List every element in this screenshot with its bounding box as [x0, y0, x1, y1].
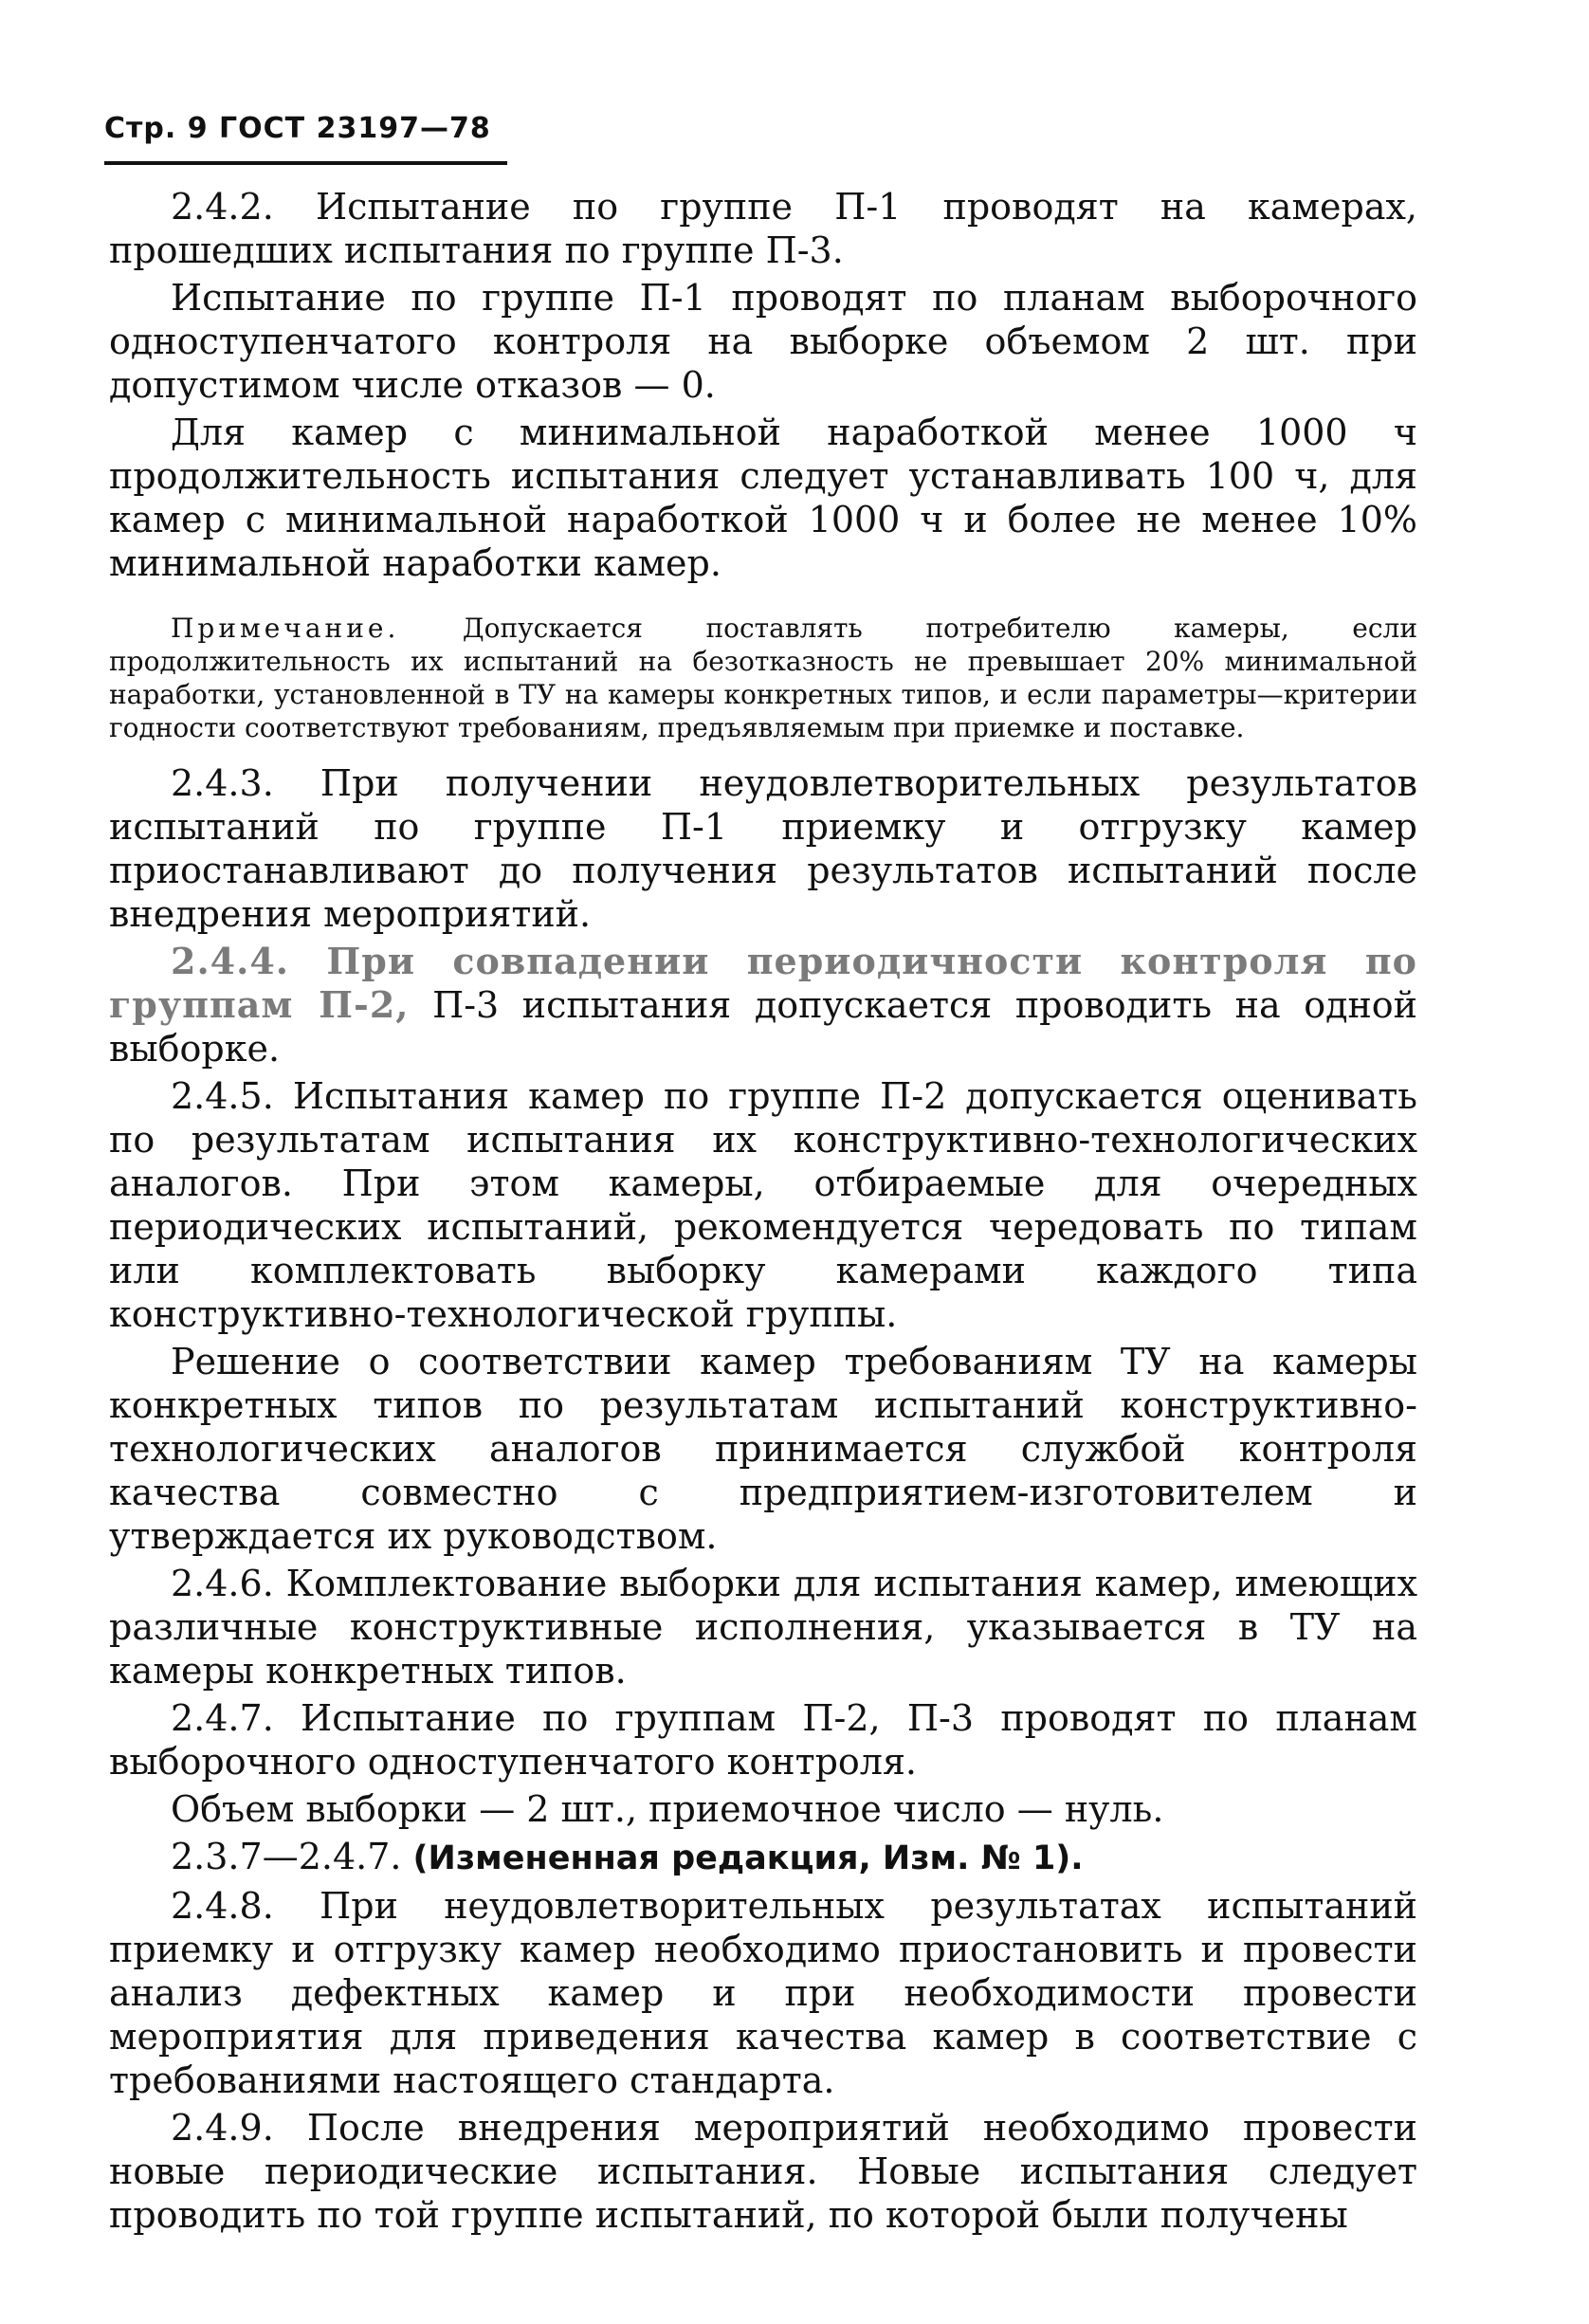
paragraph-2-4-4-end: П-3 испытания допускается проводить на одной выборке.	[109, 984, 1418, 1070]
paragraph-sampling-plan: Испытание по группе П-1 проводят по планам выборочного одноступенчатого контроля на выборке объемом 2 шт. при допустимом числе отказов — 0.	[109, 277, 1417, 406]
amendment-range: 2.3.7—2.4.7.	[171, 1836, 413, 1877]
paragraph-2-4-5: 2.4.5. Испытания камер по группе П-2 допускается оценивать по результатам испытания их конструктивно-технологических аналогов. При этом камеры, отбираемые для очередных периодических испытаний, рекомендуется чередовать по типам или комплектовать выборку камерами каждого типа конструктивно-технологической группы.	[109, 1075, 1417, 1335]
paragraph-2-4-8: 2.4.8. При неудовлетворительных результатах испытаний приемку и отгрузку камер необходимо приостановить и провести анализ дефектных камер и при необходимости провести мероприятия для приведения качества камер в соответствие с требованиями настоящего стандарта.	[109, 1885, 1417, 2101]
document-body	[109, 185, 1417, 2241]
paragraph-2-4-2: 2.4.2. Испытание по группе П-1 проводят на камерах, прошедших испытания по группе П-3.	[109, 186, 1417, 271]
paragraph-2-4-4	[109, 940, 1417, 1071]
paragraph-2-4-7: 2.4.7. Испытание по группам П-2, П-3 проводят по планам выборочного одноступенчатого контроля.	[109, 1697, 1417, 1783]
note-text: Допускается поставлять потребителю камеры, если продолжительность их испытаний на безотказность не превышает 20% минимальной наработки, установленной в ТУ на камеры конкретных типов, и если параметры—критерии годности соответствуют требованиям, предъявляемым при приемке и поставке.	[109, 613, 1417, 743]
page-header: Стр. 9 ГОСТ 23197—78	[104, 112, 491, 145]
paragraph-2-4-3: 2.4.3. При получении неудовлетворительных результатов испытаний по группе П-1 приемку и отгрузку камер приостанавливают до получения результатов испытаний после внедрения мероприятий.	[109, 762, 1417, 935]
paragraph-2-4-4-blurred-start: 2.4.4. При совпадении периодичности контроля по группам П-2,	[109, 940, 1417, 1026]
paragraph-2-4-9: 2.4.9. После внедрения мероприятий необходимо провести новые периодические испытания. Новые испытания следует проводить по той группе испытаний, по которой были получены	[109, 2107, 1417, 2236]
note-label: Примечание.	[171, 613, 400, 644]
paragraph-decision: Решение о соответствии камер требованиям ТУ на камеры конкретных типов по результатам испытаний конструктивно-технологических аналогов принимается службой контроля качества совместно с предприятием-изготовителем и утверждается их руководством.	[109, 1341, 1417, 1557]
paragraph-amendment	[109, 1835, 1417, 1880]
paragraph-test-duration: Для камер с минимальной наработкой менее 1000 ч продолжительность испытания следует устанавливать 100 ч, для камер с минимальной наработкой 1000 ч и более не менее 10% минимальной наработки камер.	[109, 412, 1417, 584]
paragraph-sample-size: Объем выборки — 2 шт., приемочное число — нуль.	[171, 1788, 1164, 1830]
amendment-note: (Измененная редакция, Изм. № 1).	[412, 1839, 1084, 1877]
paragraph-2-4-6: 2.4.6. Комплектование выборки для испытания камер, имеющих различные конструктивные исполнения, указывается в ТУ на камеры конкретных типов.	[109, 1563, 1417, 1692]
note	[109, 612, 1417, 744]
header-rule	[104, 161, 507, 165]
